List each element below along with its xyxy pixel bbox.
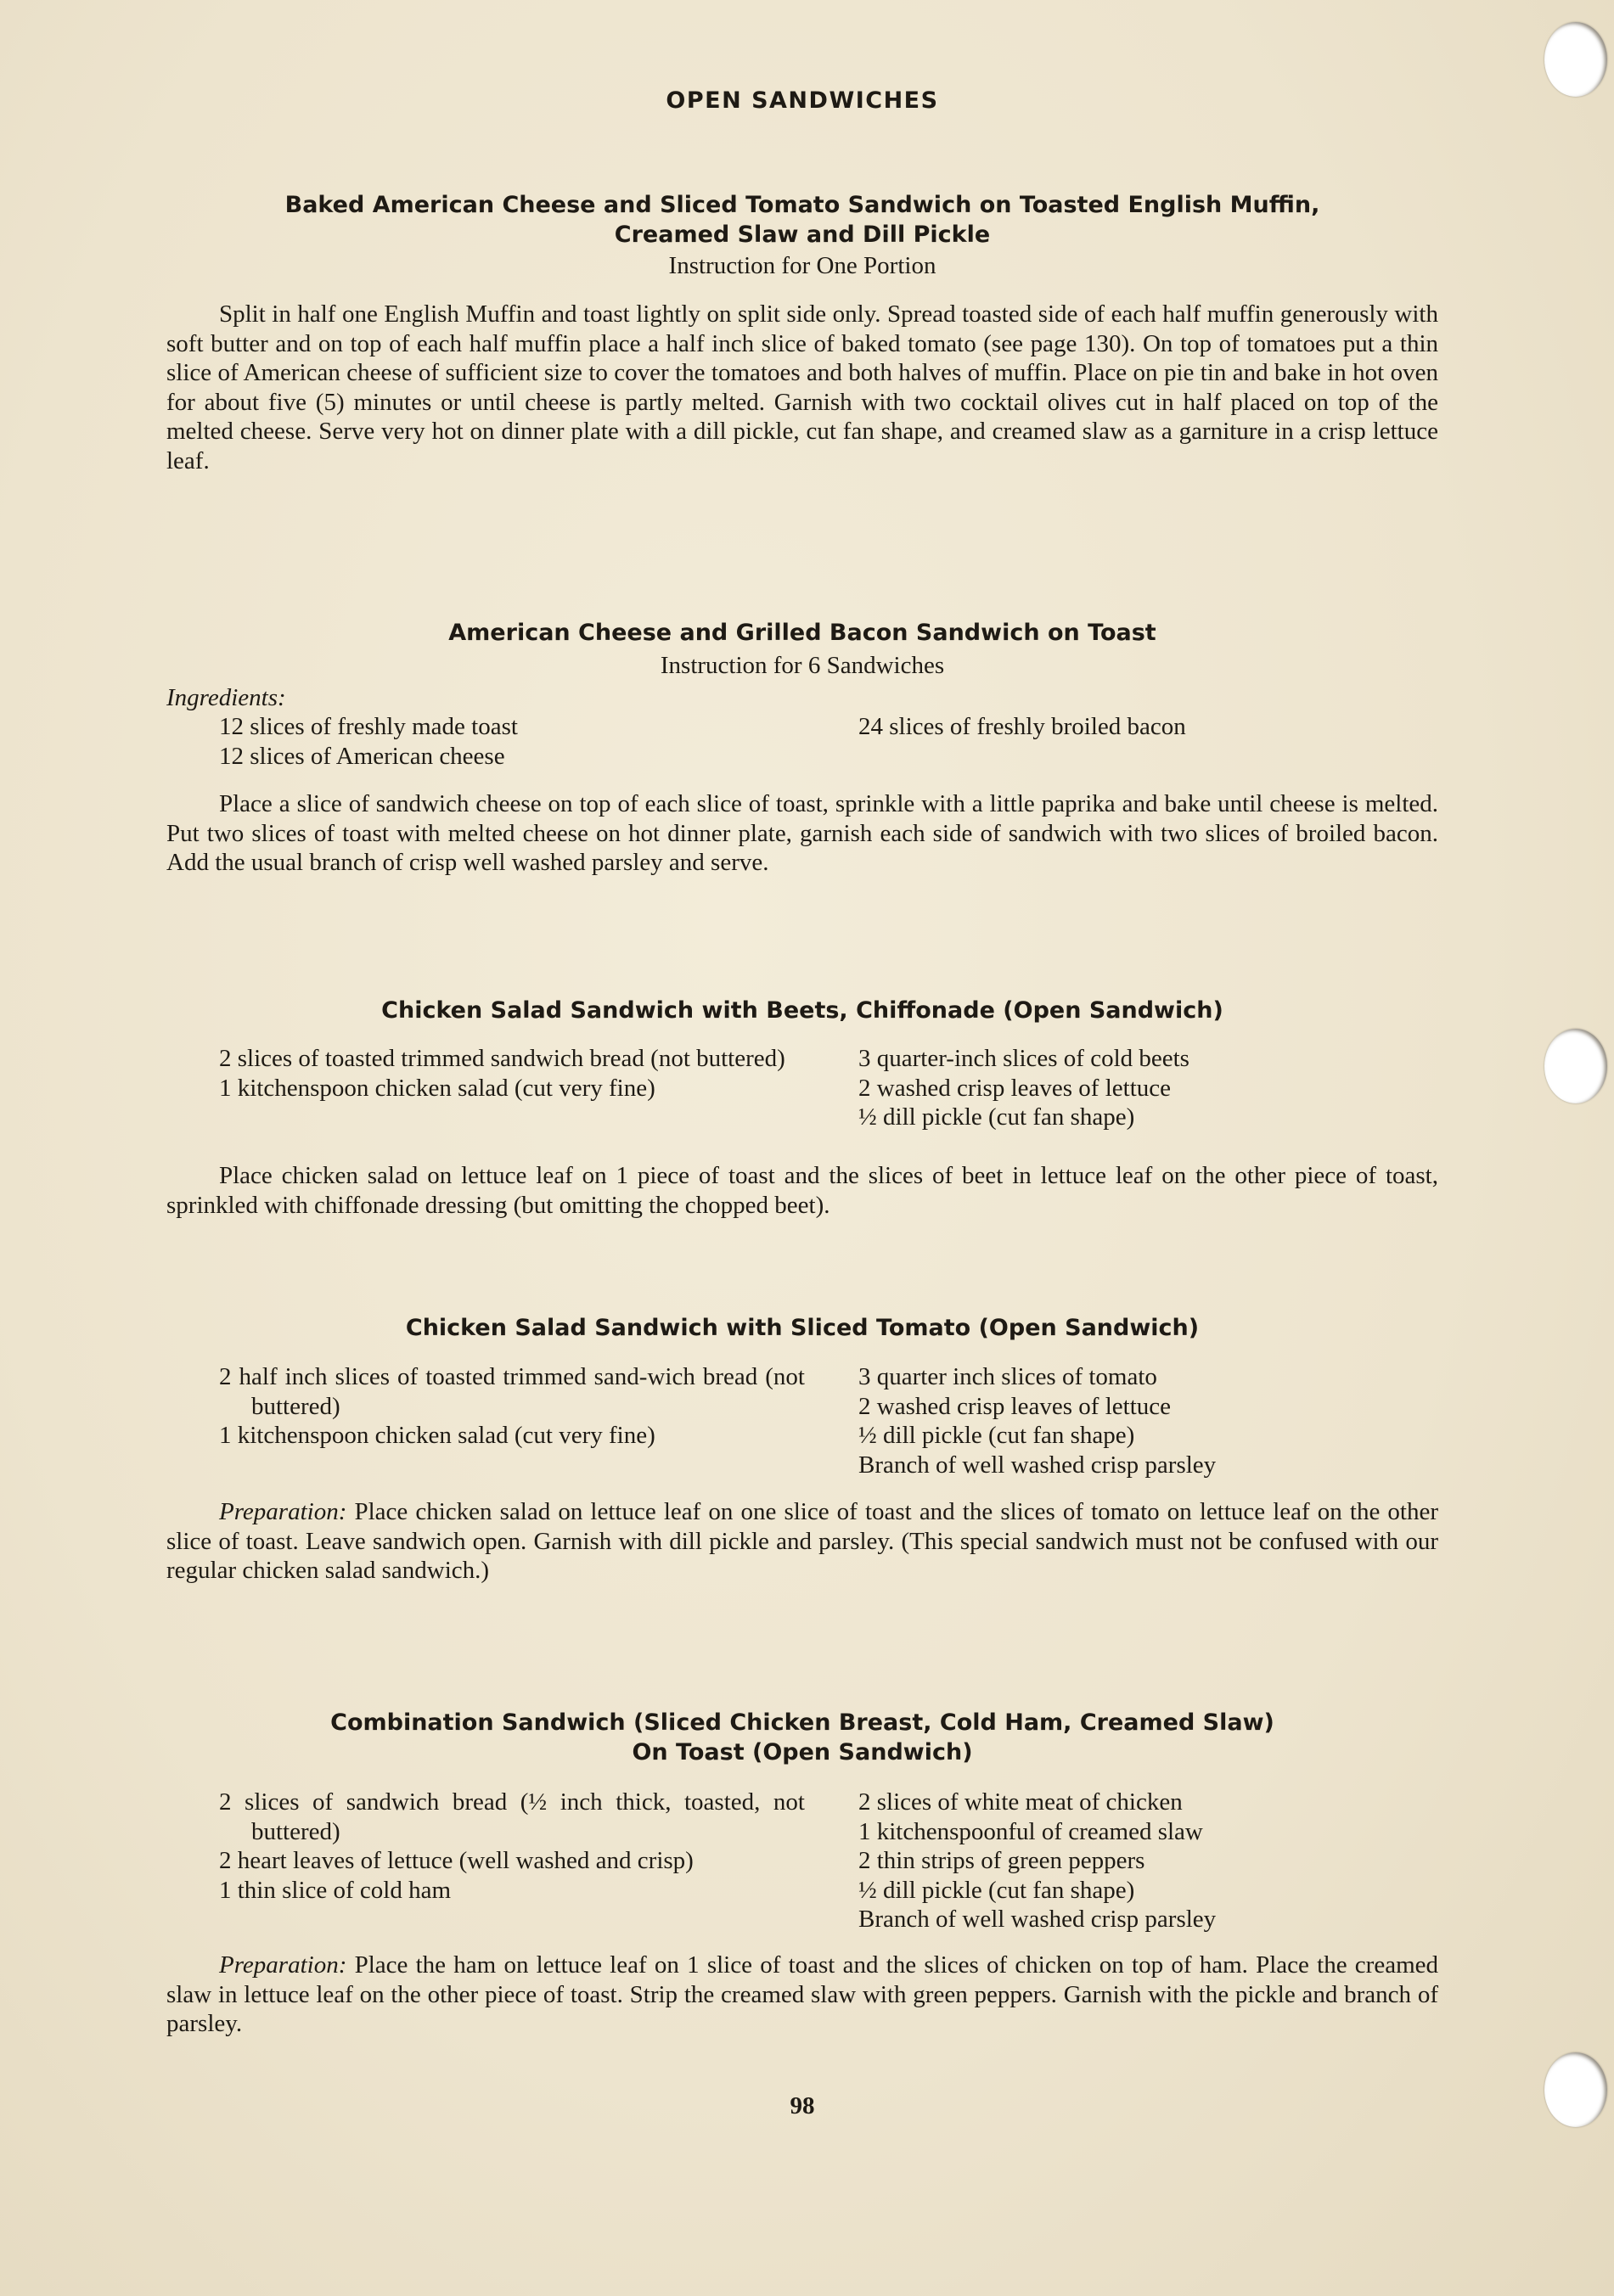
ingredient-item: 2 thin strips of green peppers [858, 1847, 1145, 1874]
binder-hole-top [1544, 22, 1607, 97]
recipe-heading: Chicken Salad Sandwich with Beets, Chiffonade (Open Sandwich) [381, 997, 1223, 1024]
recipe-subheading: Instruction for 6 Sandwiches [660, 652, 945, 679]
preparation-text: Place the ham on lettuce leaf on 1 slice of toast and the slices of chicken on top of ham. Place the creamed slaw in lettuce leaf on the other piece of toast. Strip the creamed slaw with green peppers. Garnish with the pickle and branch of parsley. [166, 1951, 1438, 2037]
ingredient-item: 2 slices of sandwich bread (½ inch thick, toasted, not buttered) [219, 1788, 805, 1845]
recipe-heading: American Cheese and Grilled Bacon Sandwich on Toast [448, 620, 1156, 646]
preparation-text: Place chicken salad on lettuce leaf on one slice of toast and the slices of tomato on lettuce leaf on the other slice of toast. Leave sandwich open. Garnish with dill pickle and parsley. (This special sandwich must not be confused with our regular chicken salad sandwich.) [166, 1498, 1439, 1584]
ingredients-right-column [858, 1788, 1444, 1934]
ingredient-item: 2 half inch slices of toasted trimmed sand-wich bread (not buttered) [219, 1363, 805, 1420]
ingredient-item: 1 kitchenspoon chicken salad (cut very fine) [219, 1074, 655, 1102]
ingredient-item: 2 slices of toasted trimmed sandwich bread (not buttered) [219, 1045, 785, 1072]
ingredient-item: 1 kitchenspoon chicken salad (cut very fine) [219, 1422, 655, 1449]
recipe-body: Split in half one English Muffin and toast lightly on split side only. Spread toasted side of each half muffin generously with soft butter and on top of each half muffin place a half inch slice of baked tomato (see page 130). On top of tomatoes put a thin slice of American cheese of sufficient size to cover the tomatoes and both halves of muffin. Place on pie tin and bake in hot oven for about five (5) minutes or until cheese is partly melted. Garnish with two cocktail olives cut in half placed on top of the melted cheese. Serve very hot on dinner plate with a dill pickle, cut fan shape, and creamed slaw as a garniture in a crisp lettuce leaf. [166, 300, 1438, 474]
preparation-label: Preparation: [219, 1951, 347, 1979]
ingredients-label: Ingredients: [166, 684, 286, 711]
ingredient-item: Branch of well washed crisp parsley [858, 1906, 1217, 1933]
recipe-heading: Combination Sandwich (Sliced Chicken Breast, Cold Ham, Creamed Slaw) [330, 1709, 1274, 1736]
preparation-label: Preparation: [219, 1498, 347, 1525]
ingredient-item: 1 thin slice of cold ham [219, 1876, 452, 1904]
recipe-heading: Chicken Salad Sandwich with Sliced Tomato (Open Sandwich) [405, 1315, 1200, 1341]
ingredient-item: ½ dill pickle (cut fan shape) [858, 1422, 1135, 1449]
ingredients-left-column [219, 712, 805, 771]
ingredients-left-column [219, 1044, 805, 1103]
ingredient-item: 2 washed crisp leaves of lettuce [858, 1392, 1171, 1420]
recipe-heading: Baked American Cheese and Sliced Tomato Sandwich on Toasted English Muffin, [284, 192, 1320, 218]
ingredients-right-column [858, 1362, 1444, 1479]
ingredients-left-column [219, 1362, 805, 1451]
binder-hole-bottom [1544, 2052, 1607, 2127]
ingredient-item: 3 quarter inch slices of tomato [858, 1363, 1157, 1390]
recipe-body [166, 1497, 1438, 1586]
recipe-heading-line2: Creamed Slaw and Dill Pickle [614, 222, 991, 248]
ingredient-item: ½ dill pickle (cut fan shape) [858, 1876, 1135, 1904]
ingredients-right-column [858, 712, 1444, 742]
recipe-body: Place chicken salad on lettuce leaf on 1 piece of toast and the slices of beet in lettuce leaf on the other piece of toast, sprinkled with chiffonade dressing (but omitting the chopped beet). [166, 1162, 1438, 1219]
ingredient-item: 3 quarter-inch slices of cold beets [858, 1045, 1189, 1072]
ingredient-item: 1 kitchenspoonful of creamed slaw [858, 1817, 1203, 1845]
recipe-body: Place a slice of sandwich cheese on top of each slice of toast, sprinkle with a little paprika and bake until cheese is melted. Put two slices of toast with melted cheese on hot dinner plate, garnish each side of sandwich with two slices of broiled bacon. Add the usual branch of crisp well washed parsley and serve. [166, 790, 1438, 876]
ingredients-left-column [219, 1788, 805, 1905]
ingredients-right-column [858, 1044, 1444, 1132]
ingredient-item: Branch of well washed crisp parsley [858, 1451, 1217, 1479]
ingredient-item: 24 slices of freshly broiled bacon [858, 713, 1186, 740]
ingredient-item: 2 heart leaves of lettuce (well washed and crisp) [219, 1847, 694, 1874]
recipe-subheading: Instruction for One Portion [668, 252, 936, 279]
page-title: OPEN SANDWICHES [666, 87, 939, 114]
ingredient-item: 12 slices of freshly made toast [219, 713, 518, 740]
recipe-heading-line2: On Toast (Open Sandwich) [632, 1739, 973, 1766]
ingredient-item: 2 washed crisp leaves of lettuce [858, 1074, 1171, 1102]
page-number: 98 [790, 2092, 815, 2119]
recipe-body [166, 1951, 1438, 2039]
ingredient-item: ½ dill pickle (cut fan shape) [858, 1103, 1135, 1131]
ingredient-item: 12 slices of American cheese [219, 742, 505, 770]
ingredient-item: 2 slices of white meat of chicken [858, 1788, 1183, 1816]
binder-hole-middle [1544, 1029, 1607, 1103]
